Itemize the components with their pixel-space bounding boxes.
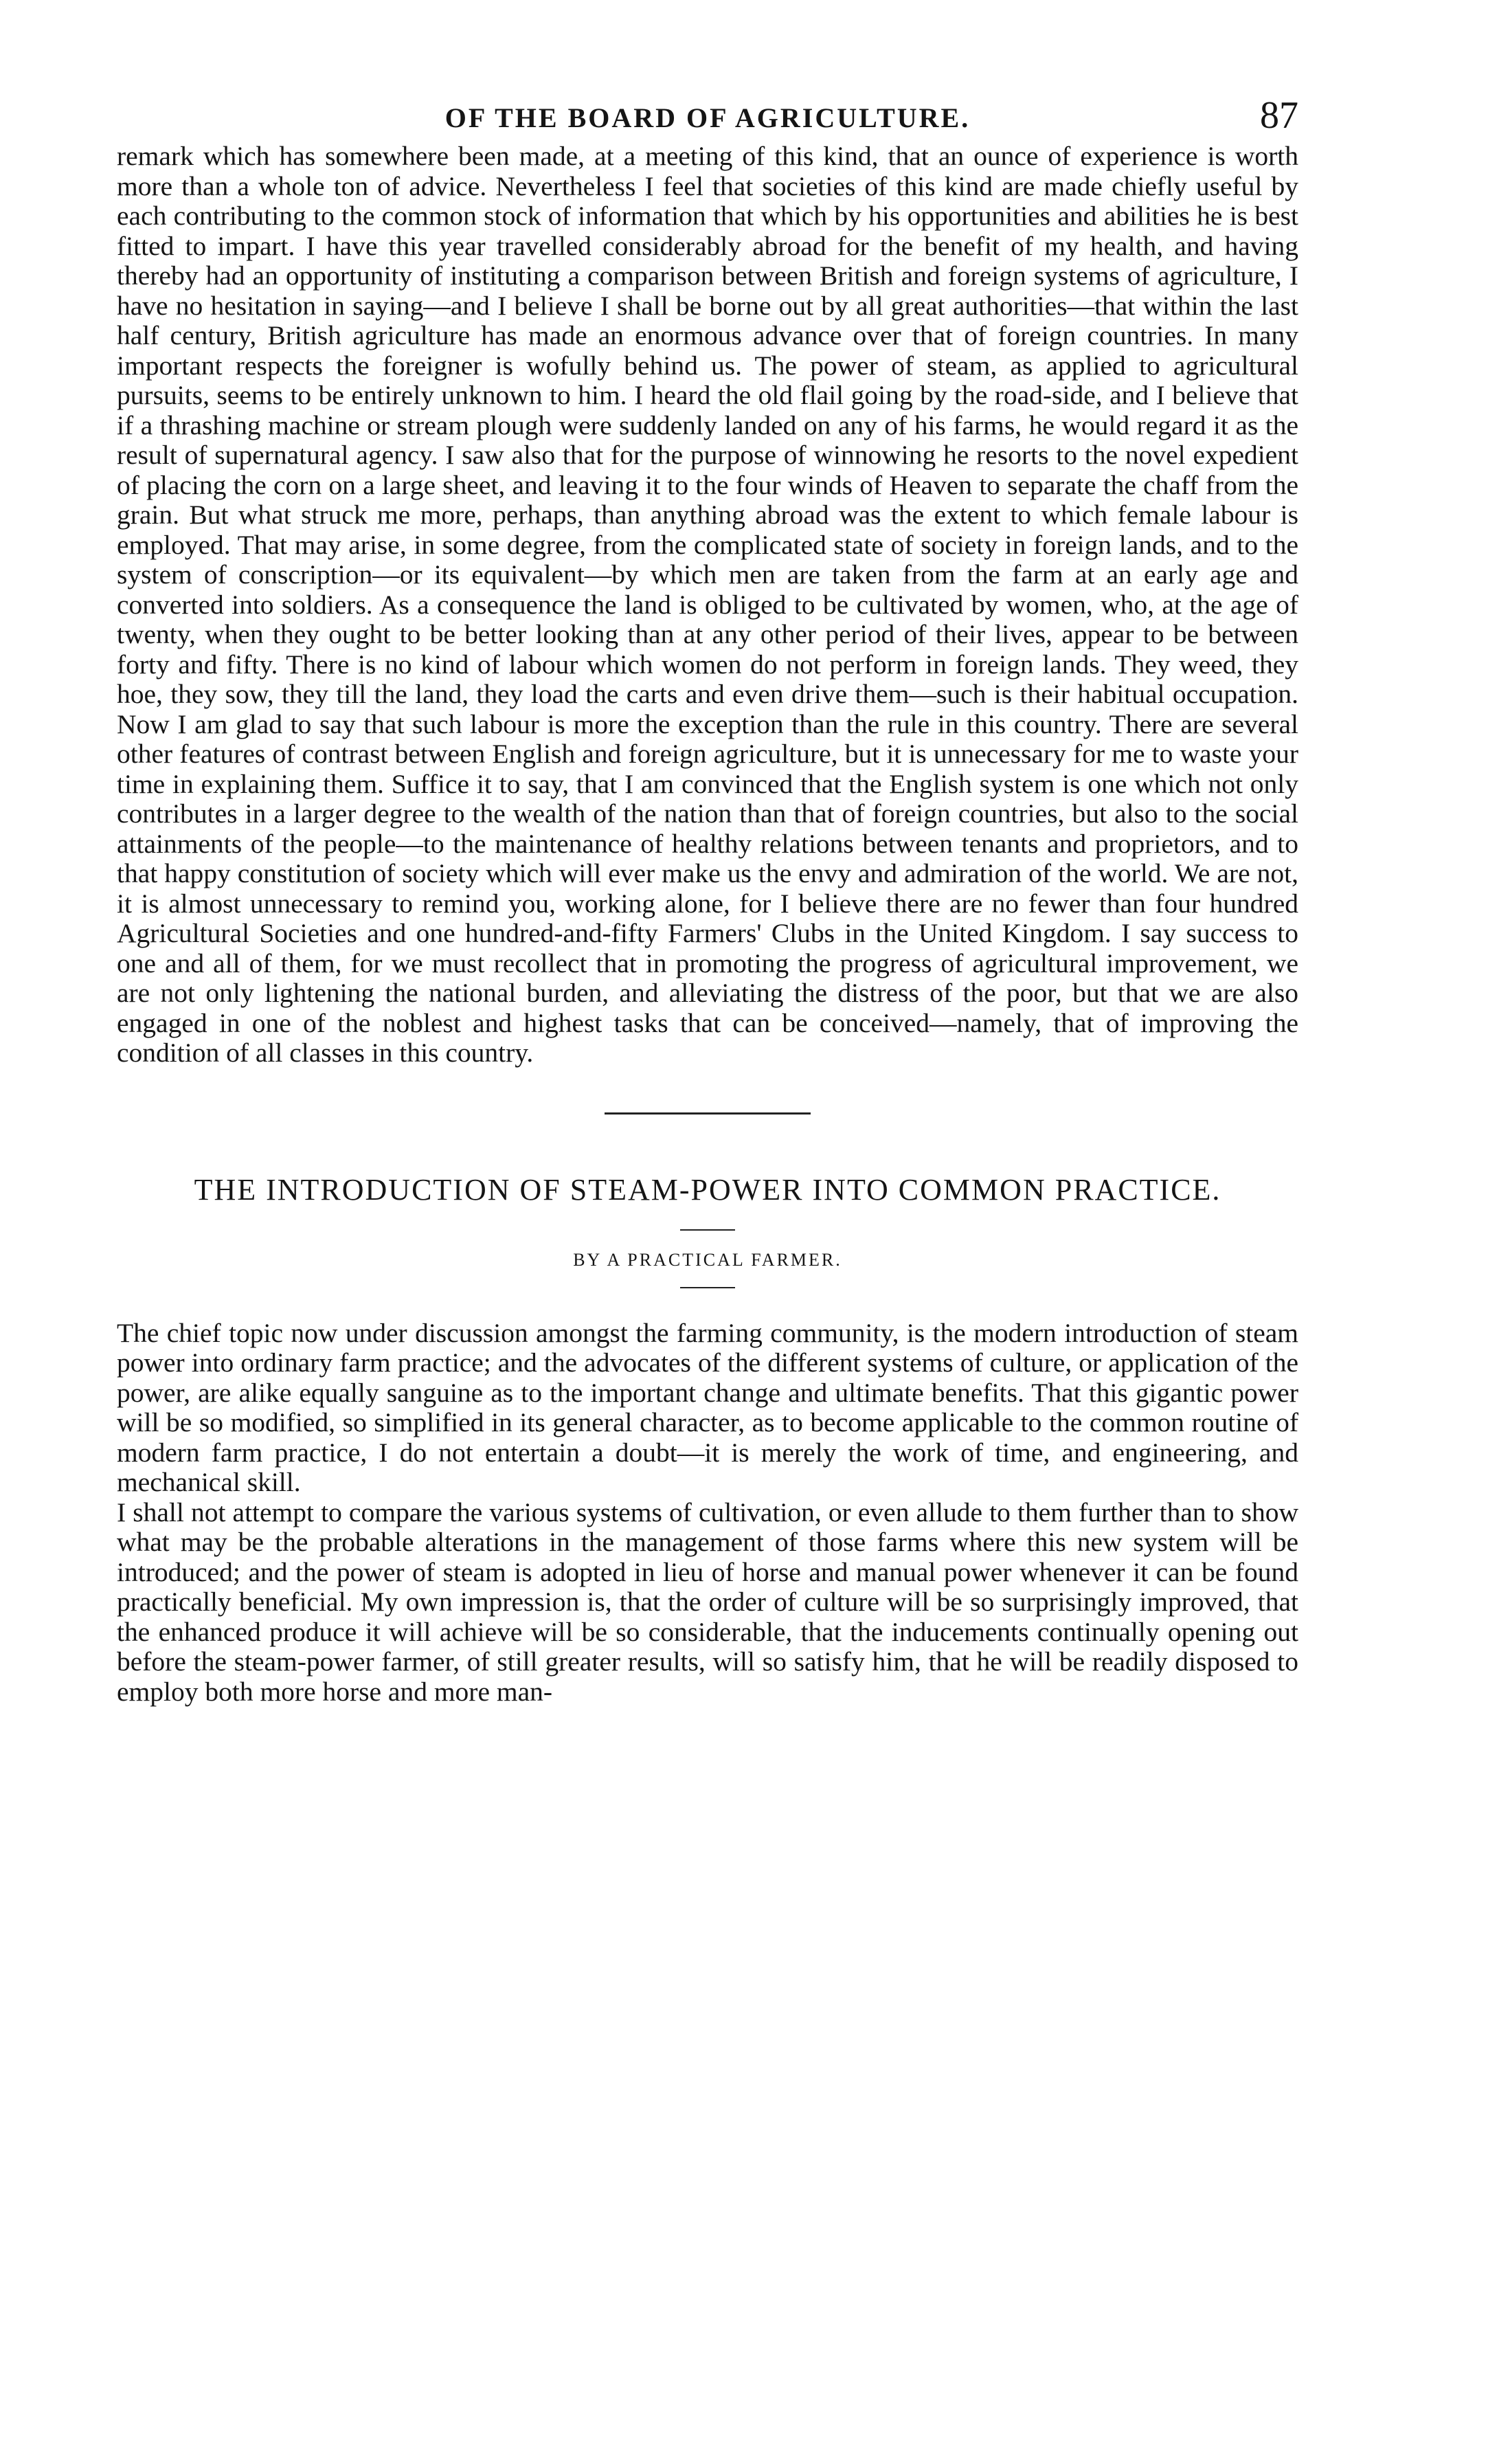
byline-rule (680, 1287, 735, 1288)
book-page (117, 89, 1298, 2412)
article-paragraph: I shall not attempt to compare the various systems of cultivation, or even allude to them further than to show what may be the probable alterations in the management of those farms where this new system will be introduced; and the power of steam is adopted in lieu of horse and manual power whenever it can be found practically beneficial. My own impression is, that the order of culture will be so surprisingly improved, that the enhanced produce it will achieve will be so considerable, that the inducements continually opening out before the steam-power farmer, of still greater results, will so satisfy him, that he will be readily disposed to employ both more horse and more man- (117, 1497, 1298, 1707)
running-head (117, 89, 1298, 137)
article-byline: BY A PRACTICAL FARMER. (573, 1249, 842, 1270)
page-number: 87 (1260, 94, 1298, 137)
running-title: OF THE BOARD OF AGRICULTURE. (444, 102, 971, 133)
title-rule (680, 1229, 735, 1231)
body-paragraph: remark which has somewhere been made, at a meeting of this kind, that an ounce of experience is worth more than a whole ton of advice. Nevertheless I feel that societies of this kind are made chiefly useful by each contributing to the common stock of information that which by his opportunities and abilities he is best fitted to impart. I have this year travelled considerably abroad for the benefit of my health, and having thereby had an opportunity of instituting a comparison between British and foreign systems of agriculture, I have no hesitation in saying—and I believe I shall be borne out by all great authorities—that within the last half century, British agriculture has made an enormous advance over that of foreign countries. In many important respects the foreigner is wofully behind us. The power of steam, as applied to agricultural pursuits, seems to be entirely unknown to him. I heard the old flail going by the road-side, and I believe that if a thrashing machine or stream plough were suddenly landed on any of his farms, he would regard it as the result of supernatural agency. I saw also that for the purpose of winnowing he resorts to the novel expedient of placing the corn on a large sheet, and leaving it to the four winds of Heaven to separate the chaff from the grain. But what struck me more, perhaps, than anything abroad was the extent to which female labour is employed. That may arise, in some degree, from the complicated state of society in foreign lands, and to the system of conscription—or its equivalent—by which men are taken from the farm at an early age and converted into soldiers. As a consequence the land is obliged to be cultivated by women, who, at the age of twenty, when they ought to be better looking than at any other period of their lives, appear to be between forty and fifty. There is no kind of labour which women do not perform in foreign lands. They weed, they hoe, they sow, they till the land, they load the carts and even drive them—such is their habitual occupation. Now I am glad to say that such labour is more the exception than the rule in this country. There are several other features of contrast between English and foreign agriculture, but it is unnecessary for me to waste your time in explaining them. Suffice it to say, that I am convinced that the English system is one which not only contributes in a larger degree to the wealth of the nation than that of foreign countries, but also to the social attainments of the people—to the maintenance of healthy relations between tenants and proprietors, and to that happy constitution of society which will ever make us the envy and admiration of the world. We are not, it is almost unnecessary to remind you, working alone, for I believe there are no fewer than four hundred Agricultural Societies and one hundred-and-fifty Farmers' Clubs in the United Kingdom. I say success to one and all of them, for we must recollect that in promoting the progress of agricultural improvement, we are not only lightening the national burden, and alleviating the distress of the poor, but that we are also engaged in one of the noblest and highest tasks that can be conceived—namely, that of improving the condition of all classes in this country. (117, 141, 1298, 1068)
section-divider (605, 1112, 811, 1115)
article-paragraph: The chief topic now under discussion amongst the farming community, is the modern introduction of steam power into ordinary farm practice; and the advocates of the different systems of culture, or application of the power, are alike equally sanguine as to the important change and ultimate benefits. That this gigantic power will be so modified, so simplified in its general character, as to become applicable to the common routine of modern farm practice, I do not entertain a doubt—it is merely the work of time, and engineering, and mechanical skill. (117, 1317, 1298, 1497)
article-title: THE INTRODUCTION OF STEAM-POWER INTO COMMON PRACTICE. (194, 1172, 1221, 1207)
